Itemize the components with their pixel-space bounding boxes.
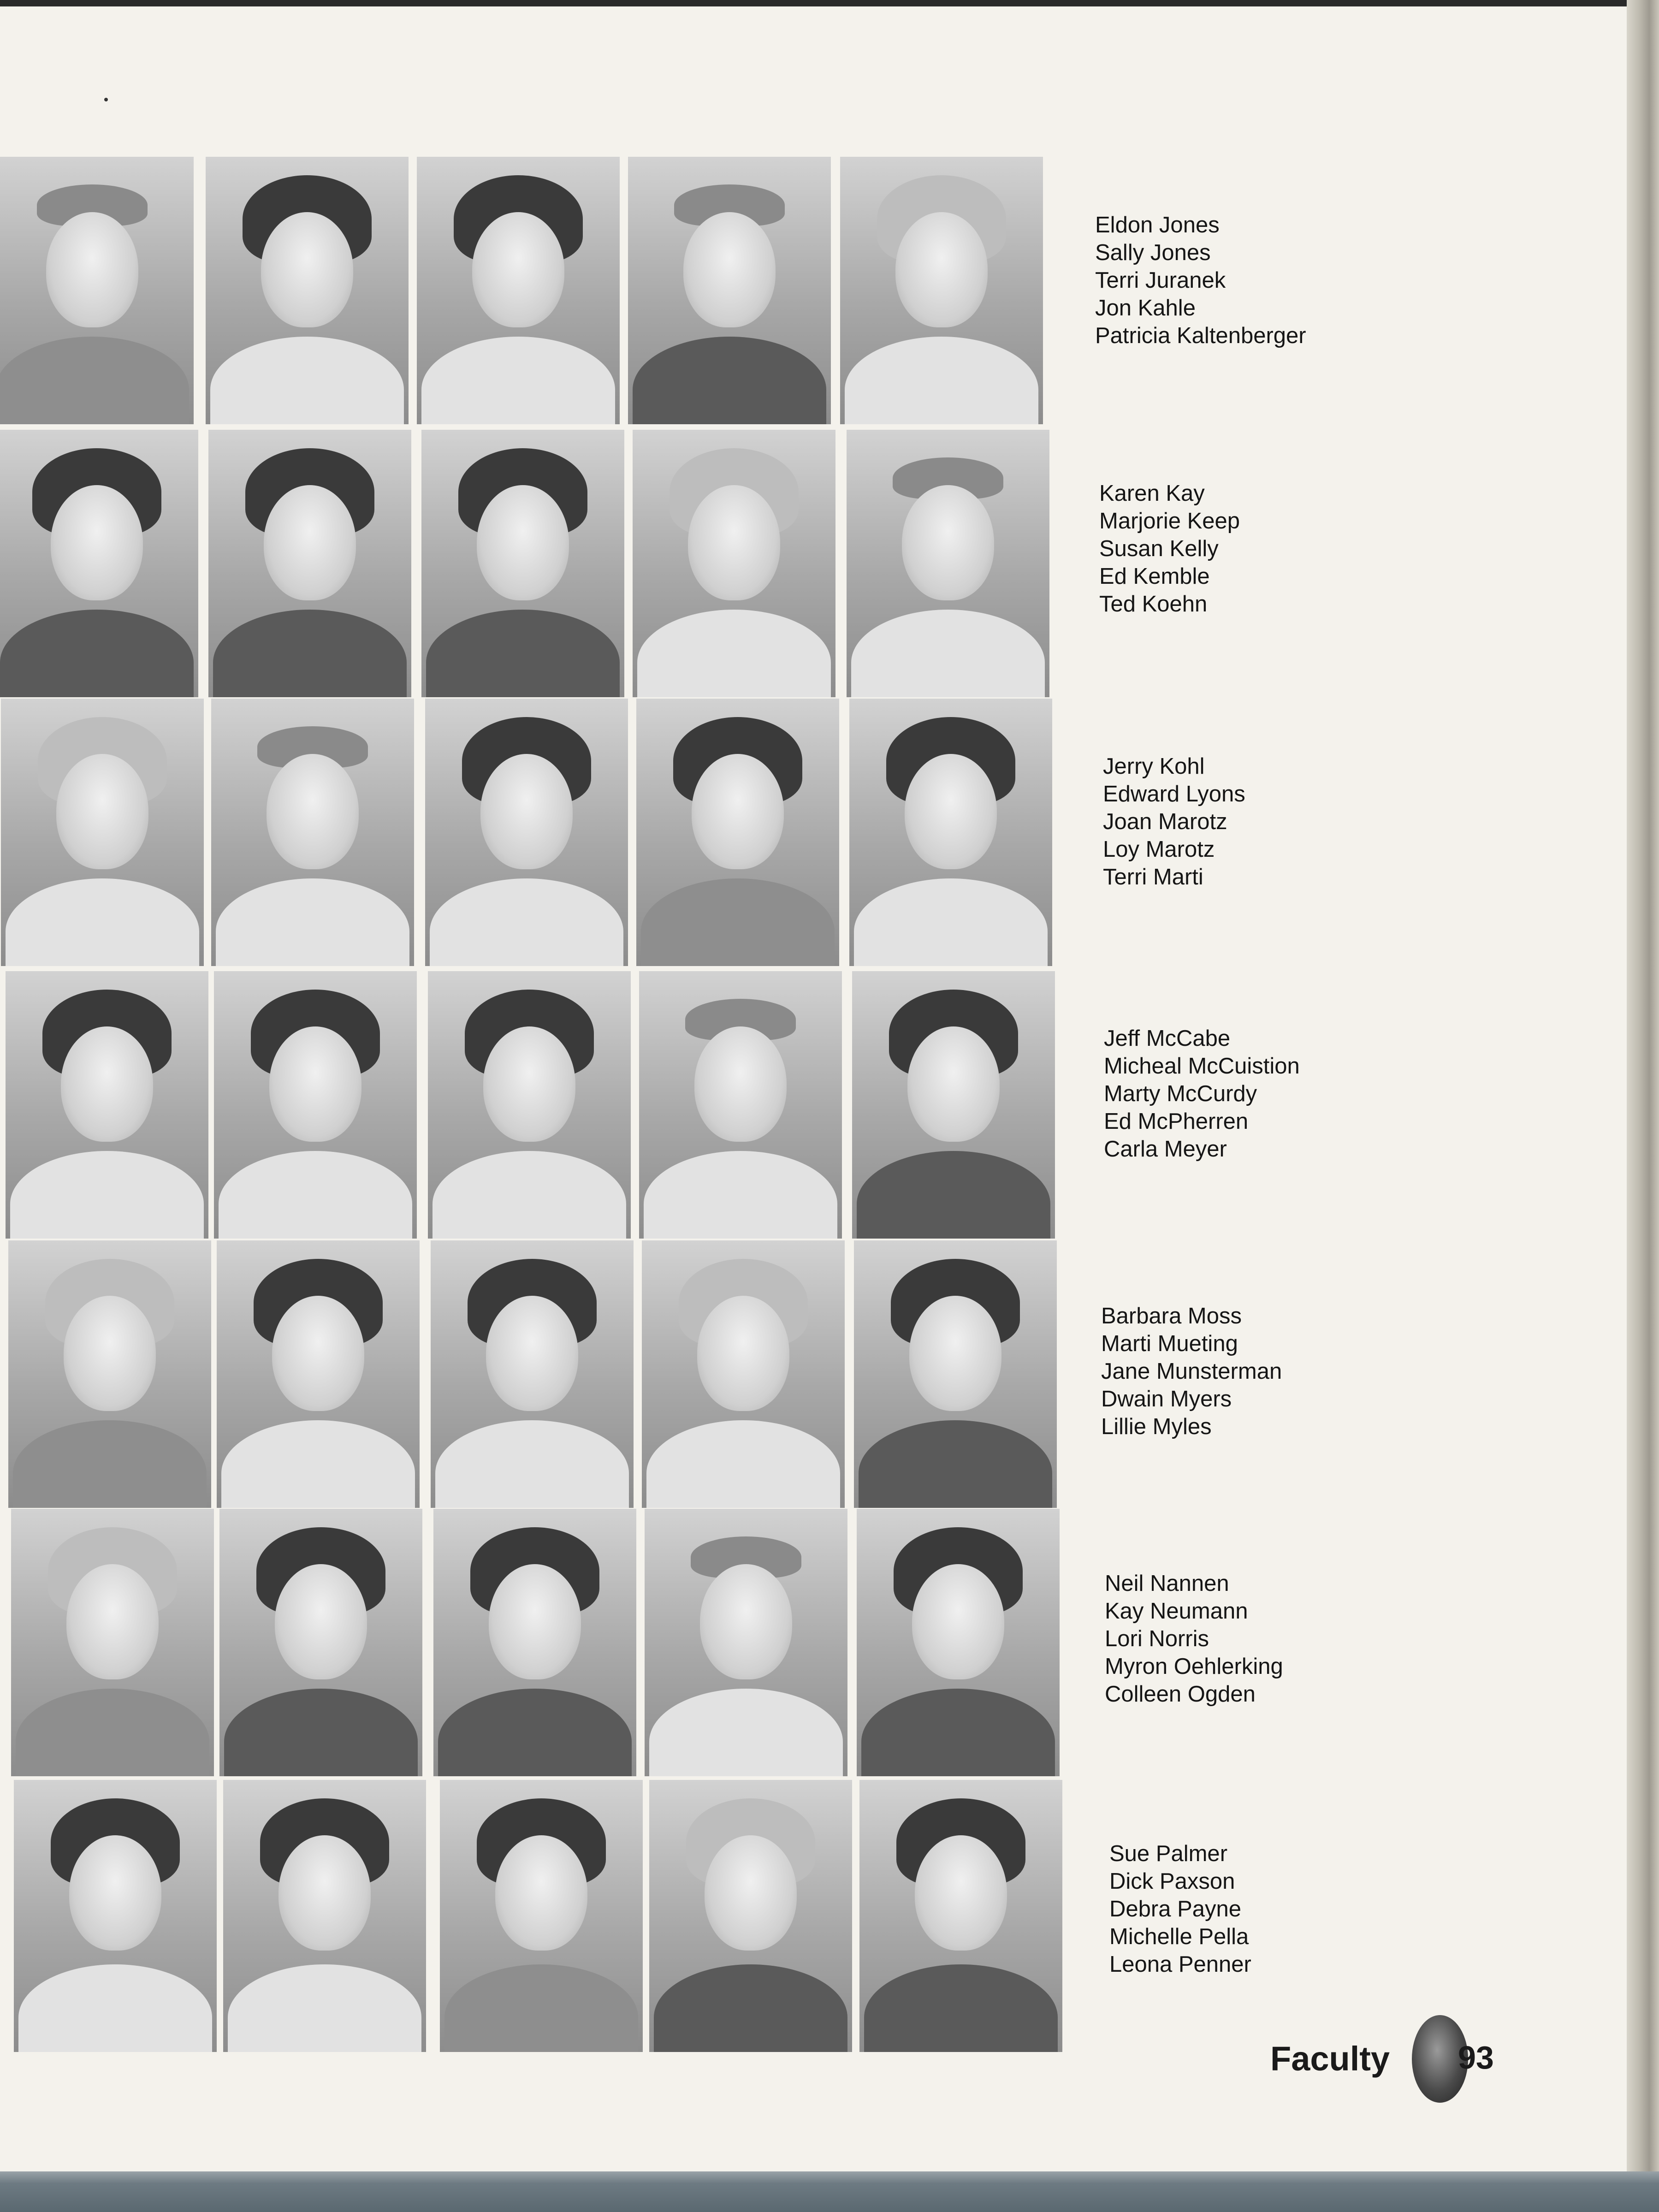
portrait-row-5	[0, 1240, 1107, 1503]
portrait-photo	[636, 699, 839, 966]
faculty-name: Leona Penner	[1109, 1952, 1251, 1977]
faculty-name: Joan Marotz	[1103, 809, 1227, 834]
portrait-photo	[840, 157, 1043, 424]
portrait-photo	[208, 430, 411, 697]
faculty-name: Marti Mueting	[1101, 1331, 1238, 1356]
name-list-row-1	[1095, 211, 1306, 350]
portrait-photo	[645, 1509, 847, 1776]
portrait-photo	[421, 430, 624, 697]
faculty-name: Dick Paxson	[1109, 1869, 1235, 1894]
faculty-name: Marty McCurdy	[1104, 1081, 1257, 1106]
portrait-photo	[206, 157, 409, 424]
faculty-name: Ted Koehn	[1099, 592, 1208, 617]
faculty-name: Ed Kemble	[1099, 564, 1210, 589]
faculty-name: Terri Marti	[1103, 865, 1203, 890]
page-number: 93	[1458, 2040, 1494, 2076]
faculty-name: Myron Oehlerking	[1105, 1654, 1283, 1679]
faculty-name: Lillie Myles	[1101, 1414, 1212, 1439]
faculty-name: Jane Munsterman	[1101, 1359, 1282, 1384]
faculty-name: Karen Kay	[1099, 481, 1205, 506]
faculty-name: Jerry Kohl	[1103, 754, 1205, 779]
faculty-name: Marjorie Keep	[1099, 509, 1240, 534]
faculty-name: Sue Palmer	[1109, 1841, 1228, 1866]
portrait-photo	[8, 1240, 211, 1508]
portrait-photo	[859, 1780, 1062, 2052]
faculty-name: Patricia Kaltenberger	[1095, 323, 1306, 348]
page-top-edge	[0, 0, 1659, 6]
portrait-photo	[11, 1509, 214, 1776]
faculty-name: Carla Meyer	[1104, 1137, 1227, 1162]
portrait-photo	[857, 1509, 1060, 1776]
print-speck	[104, 98, 108, 101]
name-list-row-4	[1104, 1025, 1300, 1163]
portrait-photo	[849, 699, 1052, 966]
book-binding	[0, 2171, 1659, 2212]
section-title: Faculty	[1270, 2040, 1390, 2078]
portrait-photo	[440, 1780, 643, 2052]
portrait-row-6	[0, 1509, 1107, 1774]
name-list-row-3	[1103, 753, 1245, 891]
portrait-photo	[433, 1509, 636, 1776]
faculty-name: Jeff McCabe	[1104, 1026, 1231, 1051]
portrait-photo	[14, 1780, 217, 2052]
portrait-photo	[649, 1780, 852, 2052]
portrait-photo	[633, 430, 835, 697]
faculty-name: Micheal McCuistion	[1104, 1054, 1300, 1079]
portrait-photo	[217, 1240, 420, 1508]
portrait-photo	[0, 157, 194, 424]
faculty-name: Michelle Pella	[1109, 1924, 1249, 1949]
portrait-row-7	[0, 1780, 1107, 2052]
portrait-photo	[852, 971, 1055, 1239]
portrait-photo	[642, 1240, 845, 1508]
name-list-row-7	[1109, 1840, 1251, 1978]
faculty-name: Jon Kahle	[1095, 296, 1196, 320]
portrait-row-1	[0, 157, 1107, 424]
faculty-name: Loy Marotz	[1103, 837, 1215, 862]
faculty-name: Eldon Jones	[1095, 213, 1220, 237]
faculty-name: Ed McPherren	[1104, 1109, 1249, 1134]
faculty-name: Barbara Moss	[1101, 1304, 1242, 1328]
faculty-name: Colleen Ogden	[1105, 1682, 1256, 1707]
portrait-photo	[1, 699, 204, 966]
faculty-name: Sally Jones	[1095, 240, 1211, 265]
faculty-name: Neil Nannen	[1105, 1571, 1229, 1596]
faculty-name: Kay Neumann	[1105, 1599, 1248, 1624]
faculty-name: Terri Juranek	[1095, 268, 1226, 293]
portrait-photo	[425, 699, 628, 966]
name-list-row-5	[1101, 1302, 1282, 1441]
faculty-name: Debra Payne	[1109, 1897, 1242, 1921]
portrait-photo	[854, 1240, 1057, 1508]
portrait-photo	[214, 971, 417, 1239]
portrait-row-2	[0, 430, 1107, 693]
portrait-photo	[211, 699, 414, 966]
portrait-photo	[6, 971, 208, 1239]
faculty-name: Edward Lyons	[1103, 782, 1245, 807]
portrait-photo	[628, 157, 831, 424]
portrait-photo	[0, 430, 198, 697]
faculty-name: Dwain Myers	[1101, 1387, 1232, 1411]
name-list-row-2	[1099, 480, 1240, 618]
name-list-row-6	[1105, 1570, 1283, 1708]
page-edge-shadow	[1627, 0, 1659, 2212]
portrait-row-4	[0, 971, 1107, 1234]
portrait-photo	[428, 971, 631, 1239]
faculty-name: Susan Kelly	[1099, 536, 1219, 561]
portrait-row-3	[0, 699, 1107, 964]
portrait-photo	[417, 157, 620, 424]
portrait-photo	[219, 1509, 422, 1776]
portrait-photo	[223, 1780, 426, 2052]
portrait-photo	[431, 1240, 634, 1508]
portrait-photo	[847, 430, 1049, 697]
faculty-name: Lori Norris	[1105, 1626, 1209, 1651]
portrait-photo	[639, 971, 842, 1239]
